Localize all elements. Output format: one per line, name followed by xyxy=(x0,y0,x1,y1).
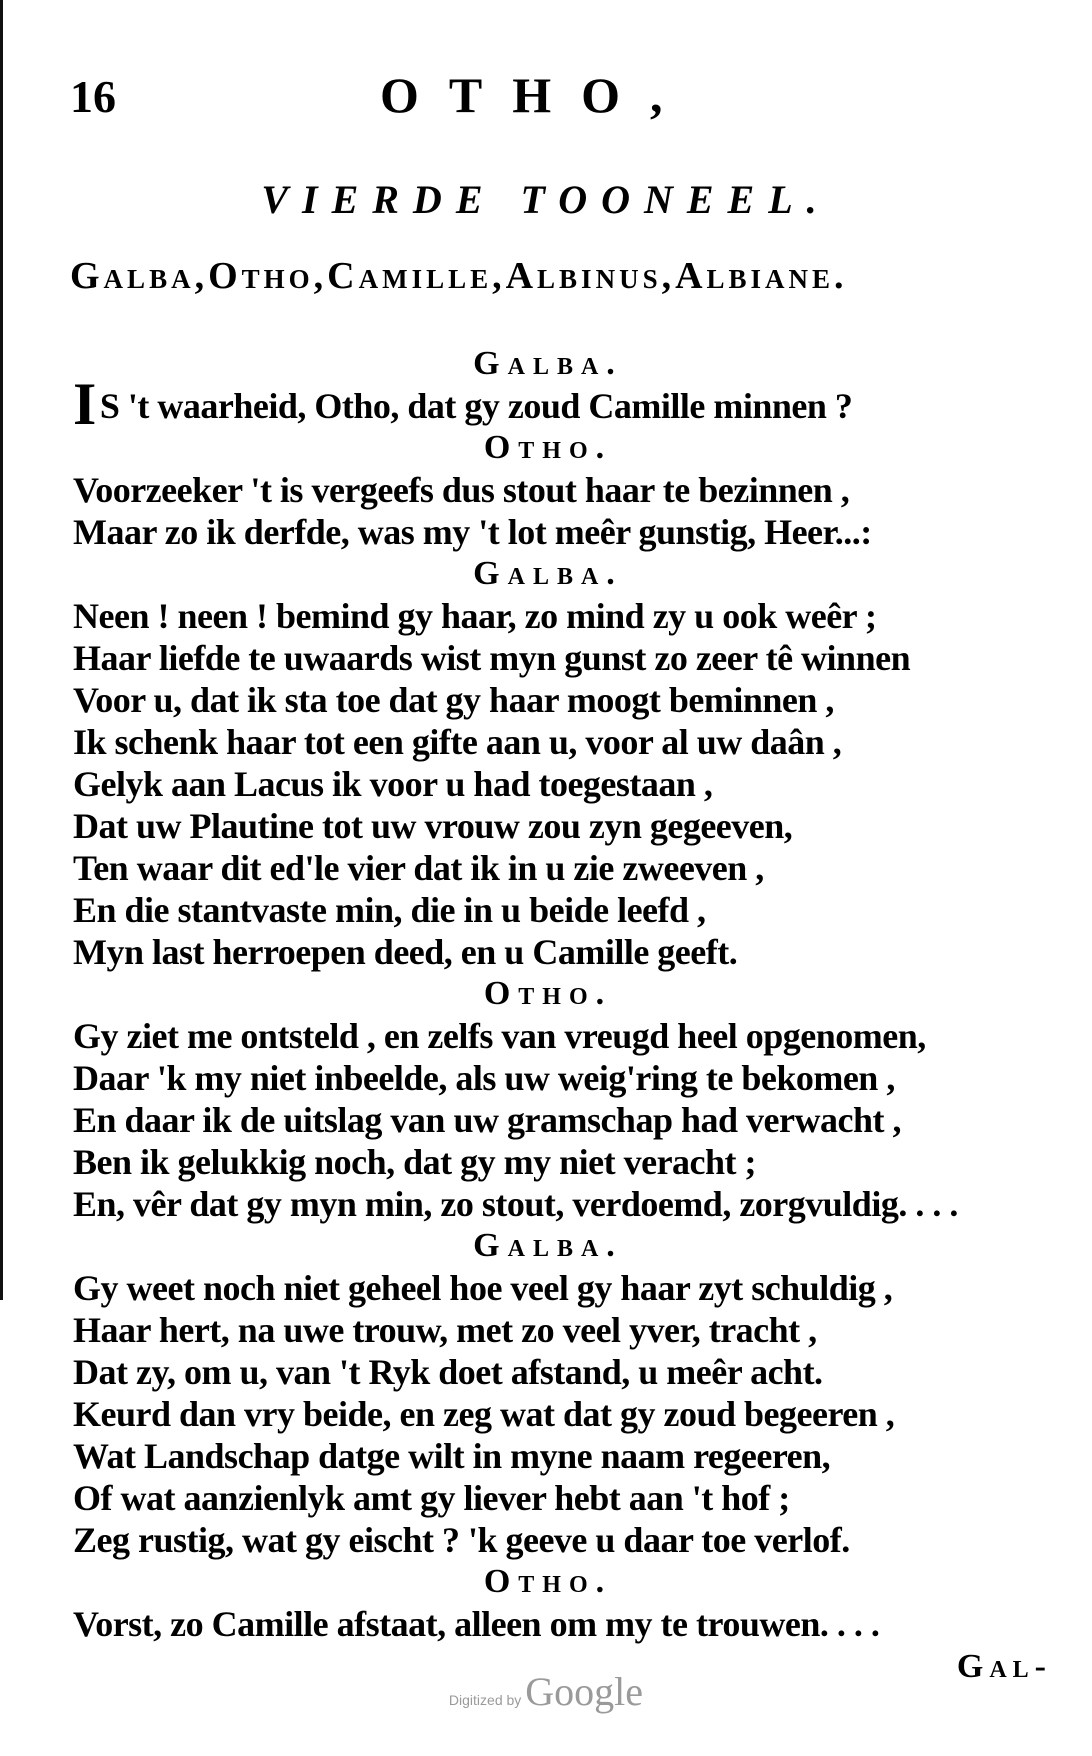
line-text: Daar 'k my niet inbeelde, als uw weig'ring te bekomen , xyxy=(73,1058,895,1098)
verse-line xyxy=(73,805,792,847)
line-text: S 't waarheid, Otho, dat gy zoud Camille minnen ? xyxy=(99,386,853,426)
verse-line xyxy=(73,1477,790,1519)
verse-line xyxy=(73,1267,892,1309)
line-text: Gy ziet me ontsteld , en zelfs van vreugd heel opgenomen, xyxy=(73,1016,926,1056)
line-text: Galba. xyxy=(473,1227,623,1264)
verse-line xyxy=(73,637,910,679)
verse-line xyxy=(73,1309,817,1351)
line-text: Voorzeeker 't is vergeefs dus stout haar te bezinnen , xyxy=(73,470,850,510)
line-text: Haar hert, na uwe trouw, met zo veel yver, tracht , xyxy=(73,1310,817,1350)
line-text: Of wat aanzienlyk amt gy liever hebt aan 't hof ; xyxy=(73,1478,790,1518)
line-text: Maar zo ik derfde, was my 't lot meêr gunstig, Heer...: xyxy=(73,512,872,552)
verse-line xyxy=(73,1519,850,1561)
verse-line xyxy=(73,1057,895,1099)
watermark-prefix: Digitized by xyxy=(448,1692,522,1708)
line-text: Dat uw Plautine tot uw vrouw zou zyn gegeeven, xyxy=(73,806,793,846)
line-text: Galba. xyxy=(473,345,623,382)
line-text: Zeg rustig, wat gy eischt ? 'k geeve u daar toe verlof. xyxy=(73,1520,850,1560)
line-text: Galba. xyxy=(473,555,623,592)
line-text: En, vêr dat gy myn min, zo stout, verdoemd, zorgvuldig. . . . xyxy=(73,1184,958,1224)
line-text: Myn last herroepen deed, en u Camille geeft. xyxy=(73,932,738,972)
verse-line xyxy=(73,511,872,553)
line-text: Ik schenk haar tot een gifte aan u, voor al uw daân , xyxy=(73,722,842,762)
line-text: Otho. xyxy=(483,1563,613,1600)
line-text: Wat Landschap datge wilt in myne naam regeeren, xyxy=(73,1436,831,1476)
speaker-name xyxy=(73,973,1023,1015)
verse-line xyxy=(73,889,706,931)
line-text: Vorst, zo Camille afstaat, alleen om my te trouwen. . . . xyxy=(73,1604,880,1644)
line-text: Otho. xyxy=(483,429,613,466)
speaker-name xyxy=(73,1561,1023,1603)
line-text: Otho. xyxy=(483,975,613,1012)
verse-line xyxy=(73,1603,879,1645)
verse-line xyxy=(73,847,764,889)
page-number: 16 xyxy=(70,71,116,122)
scene-title: VIERDE TOONEEL. xyxy=(261,177,831,222)
verse-line xyxy=(73,469,849,511)
verse-line xyxy=(73,1015,926,1057)
line-text: En die stantvaste min, die in u beide leefd , xyxy=(73,890,706,930)
verse-line xyxy=(73,1351,823,1393)
line-text: Gelyk aan Lacus ik voor u had toegestaan , xyxy=(73,764,713,804)
line-text: Keurd dan vry beide, en zeg wat dat gy zoud begeeren , xyxy=(73,1394,895,1434)
line-text: Dat zy, om u, van 't Ryk doet afstand, u meêr acht. xyxy=(73,1352,823,1392)
line-text: Neen ! neen ! bemind gy haar, zo mind zy u ook weêr ; xyxy=(73,596,877,636)
line-text: Ben ik gelukkig noch, dat gy my niet veracht ; xyxy=(73,1142,757,1182)
cast-list: Galba,Otho,Camille,Albinus,Albiane. xyxy=(70,255,848,297)
line-text: En daar ik de uitslag van uw gramschap had verwacht , xyxy=(73,1100,901,1140)
verse-line xyxy=(73,721,841,763)
line-text: Ten waar dit ed'le vier dat ik in u zie zweeven , xyxy=(73,848,764,888)
verse-line xyxy=(73,1099,901,1141)
verse-line xyxy=(73,763,712,805)
line-text: Gy weet noch niet geheel hoe veel gy haar zyt schuldig , xyxy=(73,1268,893,1308)
catchword: Gal- xyxy=(956,1648,1052,1685)
verse-line xyxy=(73,595,877,637)
drop-initial: I xyxy=(73,371,96,437)
verse-line xyxy=(73,1435,830,1477)
verse-line xyxy=(73,931,737,973)
speaker-name xyxy=(73,427,1023,469)
verse-line xyxy=(73,1393,894,1435)
line-text: Voor u, dat ik sta toe dat gy haar moogt beminnen , xyxy=(73,680,834,720)
digitized-watermark xyxy=(0,1668,1092,1715)
verse-line xyxy=(73,679,834,721)
verse-line xyxy=(73,371,853,437)
line-text: Haar liefde te uwaards wist myn gunst zo zeer tê winnen xyxy=(73,638,911,678)
verse-line xyxy=(73,1183,958,1225)
google-logo: Google xyxy=(525,1669,644,1714)
speaker-name xyxy=(73,553,1023,595)
speaker-name xyxy=(73,343,1023,385)
running-head: OTHO, xyxy=(380,67,693,123)
speaker-name xyxy=(73,1225,1023,1267)
verse-line xyxy=(73,1141,756,1183)
